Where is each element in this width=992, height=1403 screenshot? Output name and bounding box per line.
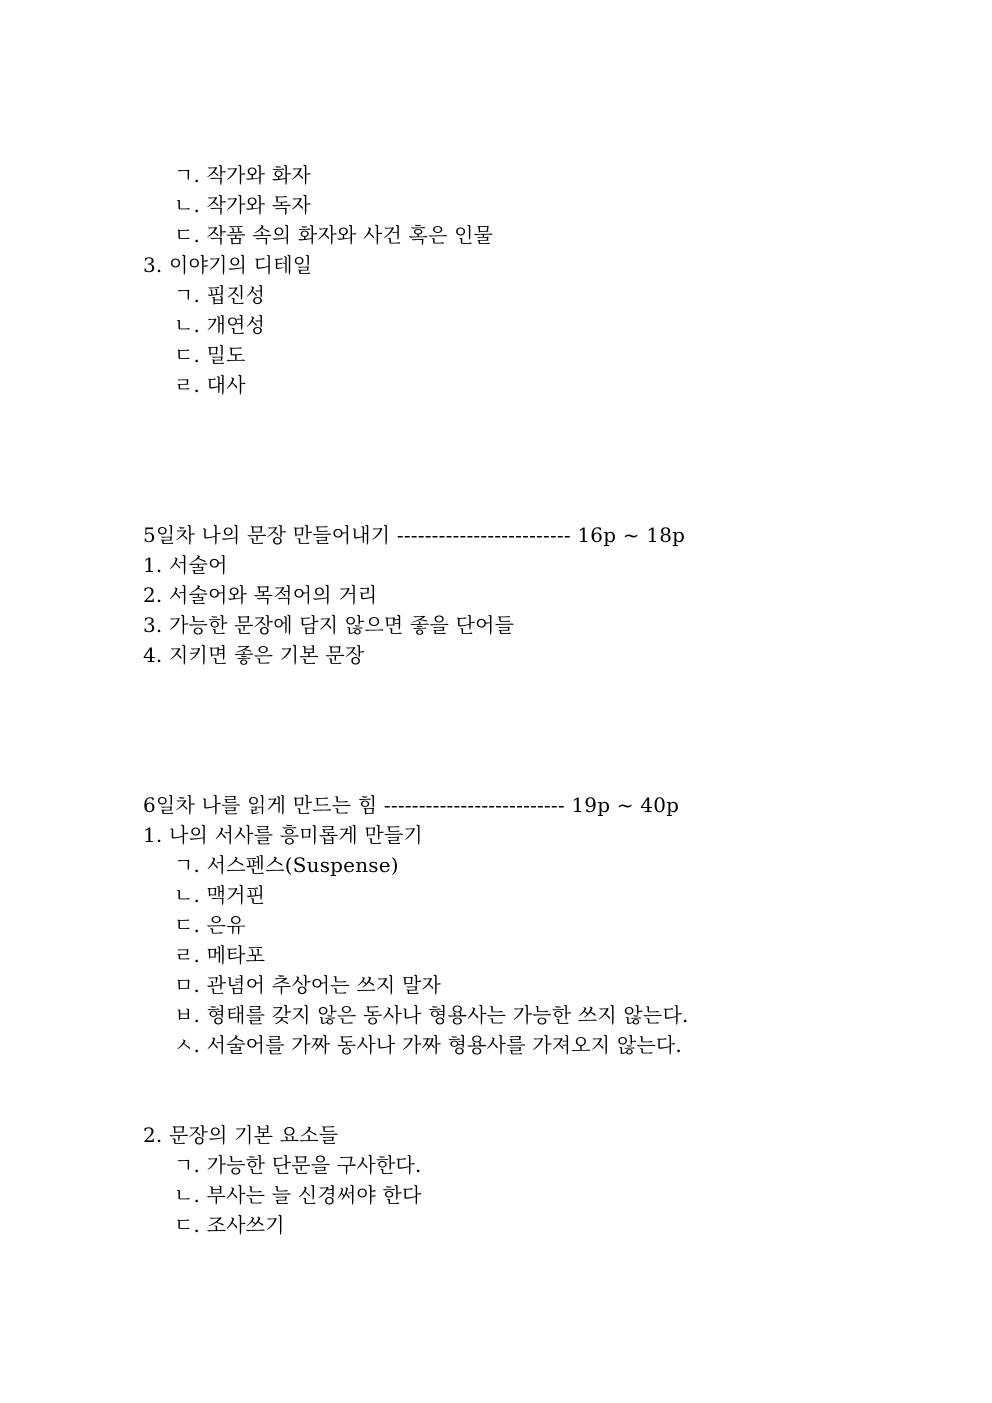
list-item: ㄱ. 가능한 단문을 구사한다. <box>174 1153 422 1177</box>
list-item: ㄱ. 핍진성 <box>174 283 266 307</box>
list-item: 2. 서술어와 목적어의 거리 <box>143 583 378 607</box>
list-item: ㄷ. 조사쓰기 <box>174 1213 285 1237</box>
list-item: ㄹ. 대사 <box>174 373 246 397</box>
list-item: ㄷ. 은유 <box>174 913 246 937</box>
list-item: ㄱ. 서스펜스(Suspense) <box>174 853 399 877</box>
list-item: 3. 가능한 문장에 담지 않으면 좋을 단어들 <box>143 613 515 637</box>
list-item: 1. 서술어 <box>143 553 228 577</box>
list-item: ㄷ. 작품 속의 화자와 사건 혹은 인물 <box>174 223 494 247</box>
list-item: ㄴ. 부사는 늘 신경써야 한다 <box>174 1183 422 1207</box>
list-item: ㄹ. 메타포 <box>174 943 266 967</box>
section-heading: 3. 이야기의 디테일 <box>143 253 313 277</box>
list-item: ㄴ. 작가와 독자 <box>174 193 311 217</box>
day-heading: 5일차 나의 문장 만들어내기 ------------------------- 16p ~ 18p <box>143 523 686 547</box>
section-heading: 2. 문장의 기본 요소들 <box>143 1123 339 1147</box>
list-item: ㄴ. 개연성 <box>174 313 266 337</box>
list-item: ㄴ. 맥거핀 <box>174 883 266 907</box>
list-item: ㅁ. 관념어 추상어는 쓰지 말자 <box>174 973 442 997</box>
list-item: ㅅ. 서술어를 가짜 동사나 가짜 형용사를 가져오지 않는다. <box>174 1033 682 1057</box>
day-heading: 6일차 나를 읽게 만드는 힘 -------------------------- 19p ~ 40p <box>143 793 680 817</box>
list-item: ㄱ. 작가와 화자 <box>174 163 311 187</box>
list-item: ㄷ. 밀도 <box>174 343 246 367</box>
list-item: ㅂ. 형태를 갖지 않은 동사나 형용사는 가능한 쓰지 않는다. <box>174 1003 689 1027</box>
section-heading: 1. 나의 서사를 흥미롭게 만들기 <box>143 823 423 847</box>
list-item: 4. 지키면 좋은 기본 문장 <box>143 643 365 667</box>
